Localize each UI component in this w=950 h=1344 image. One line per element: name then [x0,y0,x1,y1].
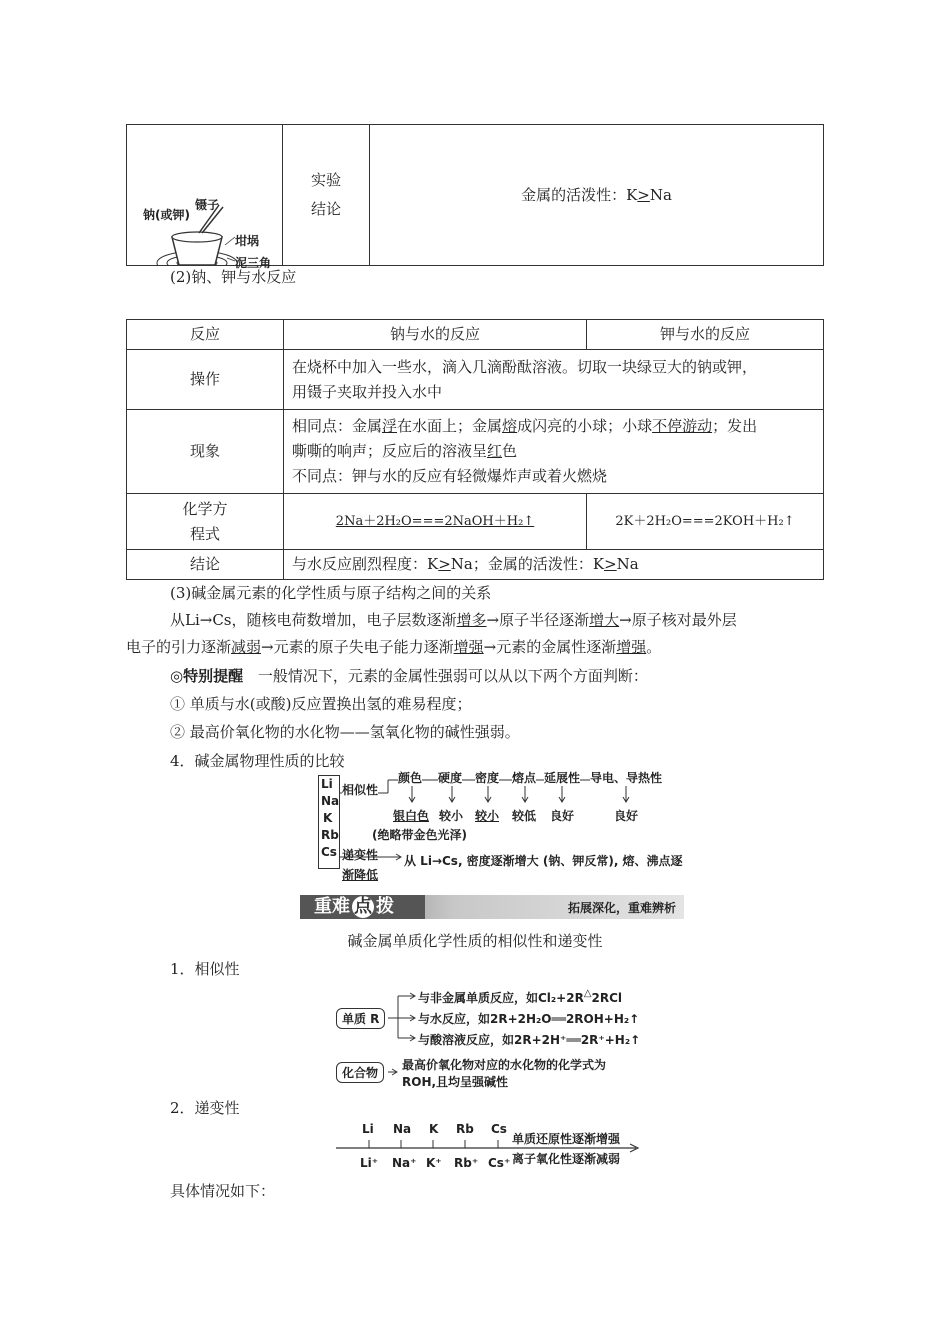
val-conductivity: 良好 [614,809,639,823]
row-phenomenon-text [284,410,824,494]
similar-label: 相似性 [342,783,379,797]
prop-color: 颜色 [398,771,423,785]
apparatus-figure-cell [127,125,283,270]
prop-ductility: 延展性 [544,771,581,785]
physical-properties-diagram [318,771,688,882]
prop-hardness: 硬度 [438,771,463,785]
section3-para2: 电子的引力逐渐减弱→元素的原子失电子能力逐渐增强→元素的金属性逐渐增强。 [126,638,662,656]
tip-label: 特别提醒 [183,667,244,685]
tip-item-2: ② 最高价氧化物的水化物——氢氧化物的碱性强弱。 [170,723,520,741]
tip-icon: ◎ [170,667,184,685]
banner-right: 拨 [376,896,394,917]
row-operation-text [284,350,824,410]
ion-cs: Cs⁺ [488,1156,511,1170]
prop-density: 密度 [475,771,500,785]
label-conclusion: 结论 [310,200,341,218]
row-equation-label: 化学方 程式 [127,494,284,550]
label-tweezers: 镊子 [195,198,220,212]
equation-potassium: 2K＋2H₂O===2KOH＋H₂↑ [587,494,824,550]
reaction-water: 与水反应，如2R+2H₂O══2ROH+H₂↑ [418,1012,640,1026]
row-conclusion-label: 结论 [127,550,284,580]
row-conclusion-text: 与水反应剧烈程度：K>Na；金属的活泼性：K>Na [284,550,824,580]
activity-cell [370,125,824,266]
final-line: 具体情况如下： [170,1182,276,1200]
section3-para1: 从Li→Cs，随核电荷数增加，电子层数逐渐增多→原子半径逐渐增大→原子核对最外层 [170,611,737,629]
atom-li: Li [362,1122,374,1136]
section2-title: (2)钠、钾与水反应 [170,268,297,286]
trend-line2: 渐降低 [342,868,379,882]
ion-na: Na⁺ [392,1156,417,1170]
operation-line2: 用镊子夹取并投入水中 [292,382,443,401]
header-sodium: 钠与水的反应 [284,320,587,350]
header-potassium: 钾与水的反应 [587,320,824,350]
header-reaction: 反应 [127,320,284,350]
equation-sodium: 2Na＋2H₂O===2NaOH＋H₂↑ [284,494,587,550]
trend-reducing: 单质还原性逐渐增强 [512,1132,621,1146]
banner-dot: 点 [354,896,372,917]
label-crucible: 坩埚 [235,234,260,248]
reaction-table [126,319,824,580]
trend-line1: 从 Li→Cs, 密度逐渐增大 (钠、钾反常), 熔、沸点逐 [404,854,683,868]
phenomenon-line3: 不同点：钾与水的反应有轻微爆炸声或着火燃烧 [292,467,608,485]
tip-item-1: ① 单质与水(或酸)反应置换出氢的难易程度； [170,695,472,713]
label-experiment: 实验 [310,171,341,189]
ion-k: K⁺ [426,1156,442,1170]
ion-rb: Rb⁺ [454,1156,479,1170]
val-hardness: 较小 [439,809,464,823]
tip-text: 一般情况下，元素的金属性强弱可以从以下两个方面判断： [257,667,648,685]
reaction-acid: 与酸溶液反应，如2R+2H⁺══2R⁺+H₂↑ [418,1033,641,1047]
el-li: Li [321,777,333,791]
key-points-banner [300,895,684,919]
atom-k: K [429,1122,439,1136]
el-rb: Rb [321,828,339,842]
val-color: 银白色 [393,809,430,823]
trend-label: 递变性 [342,848,379,862]
row-operation-label: 操作 [127,350,284,410]
compound-line2: ROH,且均呈强碱性 [402,1075,509,1089]
similarity-diagram [336,988,656,1088]
experiment-table [126,124,824,270]
experiment-label-cell [283,125,370,266]
single-r-box: 单质 R [336,1008,385,1029]
section3-title: (3)碱金属元素的化学性质与原子结构之间的关系 [170,584,492,602]
activity-prefix: 金属的活泼性：K [521,185,638,204]
label-sodium: 钠(或钾) [143,208,190,222]
atom-rb: Rb [456,1122,474,1136]
section4-title: 4．碱金属物理性质的比较 [170,752,345,770]
row-phenomenon-label: 现象 [127,410,284,494]
activity-relation: > [637,185,650,204]
prop-conductivity: 导电、导热性 [590,771,663,785]
section-subtitle: 碱金属单质化学性质的相似性和递变性 [347,932,603,950]
phenomenon-line1: 相同点：金属浮在水面上；金属熔成闪亮的小球；小球不停游动；发出 [292,417,758,435]
gradation-title: 2．递变性 [170,1099,240,1117]
gradation-diagram [336,1120,656,1176]
banner-left: 重难 [314,896,350,917]
atom-cs: Cs [491,1122,507,1136]
special-tip [170,665,648,686]
el-k: K [323,811,333,825]
el-cs: Cs [321,845,337,859]
note-gold: (绝略带金色光泽) [372,828,467,842]
compound-box: 化合物 [336,1062,384,1083]
banner-tagline: 拓展深化，重难辨析 [567,901,676,915]
trend-oxidizing: 离子氧化性逐渐减弱 [512,1152,621,1166]
similarity-title: 1．相似性 [170,960,240,978]
reaction-nonmetal: 与非金属单质反应，如Cl₂+2R△2RCl [418,988,623,1005]
prop-melting: 熔点 [512,771,537,785]
operation-line1: 在烧杯中加入一些水，滴入几滴酚酞溶液。切取一块绿豆大的钠或钾， [292,357,758,376]
atom-na: Na [393,1122,412,1136]
label-triangle: 泥三角 [235,256,272,270]
phenomenon-line2: 嘶嘶的响声；反应后的溶液呈红色 [292,442,518,460]
val-melting: 较低 [512,809,537,823]
val-ductility: 良好 [550,809,575,823]
compound-line1: 最高价氧化物对应的水化物的化学式为 [402,1058,607,1072]
banner-title [300,895,425,919]
val-density: 较小 [475,809,500,823]
ion-li: Li⁺ [360,1156,379,1170]
el-na: Na [321,794,340,808]
activity-suffix: Na [649,185,672,204]
